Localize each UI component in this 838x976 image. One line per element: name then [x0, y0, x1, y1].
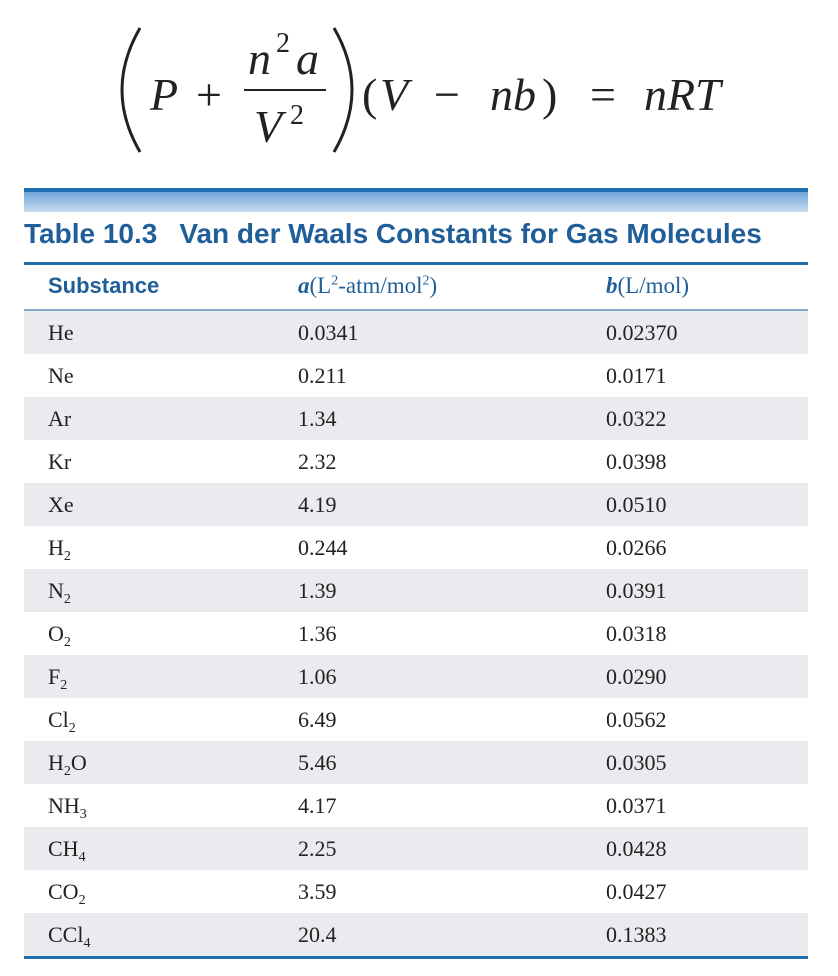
cell-b: 0.0371 — [606, 793, 667, 818]
table-row — [24, 913, 808, 956]
table-bottom-rule — [24, 956, 808, 959]
table-top-band — [24, 192, 808, 212]
eq-nb: nb — [490, 69, 536, 120]
cell-b: 0.0305 — [606, 750, 667, 775]
eq-lparen: ( — [362, 69, 378, 120]
cell-b: 0.0510 — [606, 492, 667, 517]
cell-substance: $NH_3$ — [48, 793, 87, 822]
table-row — [24, 870, 808, 913]
cell-a: 20.4 — [298, 922, 337, 947]
cell-a: 1.34 — [298, 406, 337, 431]
header-a-units-close: ) — [429, 273, 438, 298]
eq-n-exponent: 2 — [276, 28, 290, 59]
header-a-units-open: (L — [309, 273, 332, 298]
cell-a: 4.17 — [298, 793, 337, 818]
cell-a: 0.244 — [298, 535, 348, 560]
cell-b: 0.0171 — [606, 363, 667, 388]
cell-substance: Ar — [48, 406, 72, 431]
cell-a: 4.19 — [298, 492, 337, 517]
cell-b: 0.1383 — [606, 922, 667, 947]
cell-substance: $O_2$ — [48, 621, 71, 650]
table-row — [24, 569, 808, 612]
cell-a: 2.32 — [298, 449, 337, 474]
header-a — [298, 273, 437, 299]
table-caption — [24, 218, 808, 258]
cell-substance: Kr — [48, 449, 72, 474]
table-row — [24, 784, 808, 827]
cell-b: 0.02370 — [606, 320, 678, 345]
cell-a: 5.46 — [298, 750, 337, 775]
left-big-paren — [122, 28, 140, 152]
cell-b: 0.0398 — [606, 449, 667, 474]
eq-V-denominator: V — [254, 101, 283, 152]
cell-substance: Ne — [48, 363, 74, 388]
cell-substance: $CH_4$ — [48, 836, 86, 865]
cell-a: 1.39 — [298, 578, 337, 603]
eq-a: a — [296, 33, 319, 84]
eq-rparen: ) — [542, 69, 558, 120]
cell-b: 0.0290 — [606, 664, 667, 689]
table-row — [24, 827, 808, 870]
eq-V-exponent: 2 — [290, 100, 304, 131]
van-der-waals-equation — [0, 0, 838, 180]
header-a-sup2: 2 — [422, 273, 430, 289]
header-b-units: (L/mol) — [617, 273, 690, 298]
cell-a: 6.49 — [298, 707, 337, 732]
header-b-symbol: b — [606, 273, 618, 298]
cell-a: 0.211 — [298, 363, 347, 388]
table-title: Van der Waals Constants for Gas Molecules — [179, 218, 762, 249]
cell-b: 0.0428 — [606, 836, 667, 861]
table-row — [24, 741, 808, 784]
column-headers — [24, 265, 808, 309]
table-row — [24, 440, 808, 483]
eq-n: n — [248, 33, 271, 84]
eq-nRT: nRT — [644, 69, 721, 120]
table-row — [24, 354, 808, 397]
cell-substance: $F_2$ — [48, 664, 68, 693]
cell-substance: $H_2O$ — [48, 750, 87, 779]
table-row — [24, 311, 808, 354]
cell-a: 1.06 — [298, 664, 337, 689]
eq-equals: = — [590, 69, 616, 120]
table-row — [24, 655, 808, 698]
cell-substance: Xe — [48, 492, 74, 517]
header-b — [606, 273, 689, 299]
cell-substance: He — [48, 320, 74, 345]
cell-substance: $N_2$ — [48, 578, 71, 607]
table-row — [24, 483, 808, 526]
cell-b: 0.0427 — [606, 879, 667, 904]
cell-substance: $Cl_2$ — [48, 707, 76, 736]
right-big-paren — [334, 28, 352, 152]
table-row — [24, 612, 808, 655]
table-row — [24, 698, 808, 741]
cell-a: 2.25 — [298, 836, 337, 861]
header-a-sup1: 2 — [331, 273, 339, 289]
cell-b: 0.0318 — [606, 621, 667, 646]
cell-substance: $CO_2$ — [48, 879, 86, 908]
table-body — [24, 311, 808, 956]
cell-b: 0.0391 — [606, 578, 667, 603]
header-a-symbol: a — [298, 273, 310, 298]
eq-V: V — [380, 69, 409, 120]
header-substance: Substance — [48, 273, 160, 298]
cell-substance: $H_2$ — [48, 535, 71, 564]
table-row — [24, 397, 808, 440]
table-row — [24, 526, 808, 569]
cell-substance: CCl$_4$ — [48, 922, 91, 951]
table-number: Table 10.3 — [24, 218, 158, 249]
cell-b: 0.0562 — [606, 707, 667, 732]
header-a-units-mid: -atm/mol — [338, 273, 423, 298]
cell-a: 0.0341 — [298, 320, 359, 345]
eq-plus: + — [196, 69, 222, 120]
eq-P: P — [150, 69, 179, 120]
cell-b: 0.0322 — [606, 406, 667, 431]
eq-minus: − — [434, 69, 460, 120]
cell-a: 1.36 — [298, 621, 337, 646]
cell-a: 3.59 — [298, 879, 337, 904]
cell-b: 0.0266 — [606, 535, 667, 560]
